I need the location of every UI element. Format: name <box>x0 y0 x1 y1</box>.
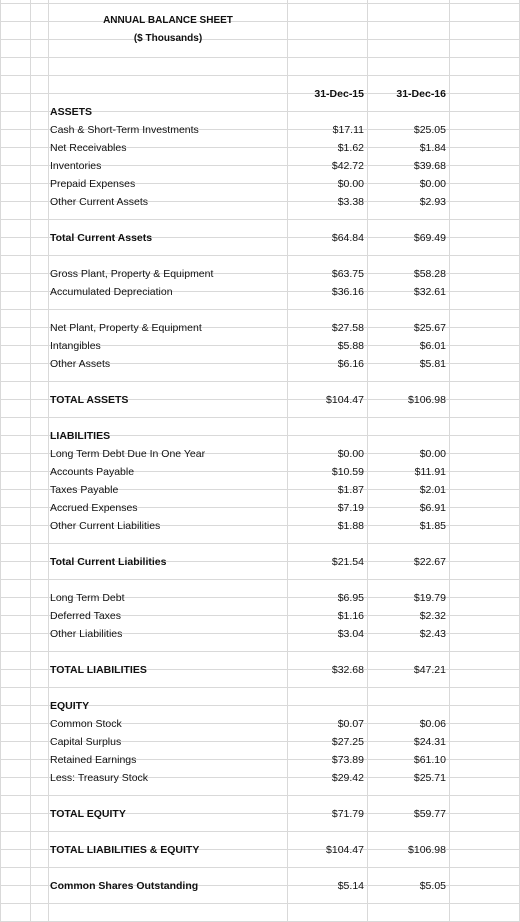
grid-row-line <box>0 795 520 796</box>
grid-column-line <box>0 0 1 922</box>
value-2015: $104.47 <box>326 844 364 856</box>
value-2015: $1.16 <box>337 610 364 622</box>
value-2016: $106.98 <box>408 394 446 406</box>
grid-row-line <box>0 831 520 832</box>
row-label: TOTAL EQUITY <box>50 808 126 820</box>
value-2016 <box>367 697 449 715</box>
row-label: LIABILITIES <box>50 430 111 442</box>
row-label: Capital Surplus <box>50 736 122 748</box>
row-label: Accounts Payable <box>50 466 135 478</box>
value-2016: $6.01 <box>419 340 446 352</box>
value-2015: $29.42 <box>331 772 364 784</box>
row-label: Prepaid Expenses <box>50 178 136 190</box>
value-2016: $58.28 <box>413 268 446 280</box>
grid-row-line <box>0 57 520 58</box>
value-2015: $6.16 <box>337 358 364 370</box>
value-2016: $32.61 <box>413 286 446 298</box>
value-2015: $5.88 <box>337 340 364 352</box>
grid-row-line <box>0 255 520 256</box>
row-label: Other Current Liabilities <box>50 520 161 532</box>
row-label: Common Stock <box>50 718 122 730</box>
column-header-2015: 31-Dec-15 <box>314 88 364 100</box>
grid-row-line <box>0 867 520 868</box>
value-2016: $2.93 <box>419 196 446 208</box>
row-label: Cash & Short-Term Investments <box>50 124 199 136</box>
value-2016: $47.21 <box>413 664 446 676</box>
value-2015 <box>287 427 367 445</box>
row-label: ASSETS <box>50 106 93 118</box>
row-label: Total Current Liabilities <box>50 556 167 568</box>
grid-column-line <box>30 0 31 922</box>
value-2015: $0.07 <box>337 718 364 730</box>
value-2016: $61.10 <box>413 754 446 766</box>
value-2015: $27.58 <box>331 322 364 334</box>
value-2016: $24.31 <box>413 736 446 748</box>
row-label: TOTAL LIABILITIES <box>50 664 147 676</box>
row-label: Other Assets <box>50 358 111 370</box>
grid-row-line <box>0 309 520 310</box>
value-2016: $6.91 <box>419 502 446 514</box>
column-header-2016: 31-Dec-16 <box>396 88 446 100</box>
value-2016: $5.81 <box>419 358 446 370</box>
row-label: TOTAL ASSETS <box>50 394 129 406</box>
value-2015 <box>287 103 367 121</box>
value-2015: $64.84 <box>331 232 364 244</box>
value-2015: $3.38 <box>337 196 364 208</box>
value-2015: $1.88 <box>337 520 364 532</box>
row-label: Accrued Expenses <box>50 502 138 514</box>
row-label: Retained Earnings <box>50 754 137 766</box>
row-label: Less: Treasury Stock <box>50 772 149 784</box>
row-label: Long Term Debt Due In One Year <box>50 448 206 460</box>
value-2015: $0.00 <box>337 448 364 460</box>
value-2015: $27.25 <box>331 736 364 748</box>
row-label: Other Liabilities <box>50 628 123 640</box>
grid-row-line <box>0 687 520 688</box>
value-2016: $5.05 <box>419 880 446 892</box>
row-label: TOTAL LIABILITIES & EQUITY <box>50 844 200 856</box>
sheet-title: ANNUAL BALANCE SHEET <box>103 15 233 26</box>
value-2016: $0.00 <box>419 178 446 190</box>
value-2016 <box>367 427 449 445</box>
row-label: Net Receivables <box>50 142 127 154</box>
value-2016: $25.67 <box>413 322 446 334</box>
row-label: Inventories <box>50 160 102 172</box>
value-2015: $36.16 <box>331 286 364 298</box>
value-2015: $1.87 <box>337 484 364 496</box>
value-2016: $1.84 <box>419 142 446 154</box>
value-2016: $2.01 <box>419 484 446 496</box>
value-2015: $32.68 <box>331 664 364 676</box>
grid-row-line <box>0 651 520 652</box>
grid-row-line <box>0 3 520 4</box>
value-2015: $42.72 <box>331 160 364 172</box>
value-2015: $7.19 <box>337 502 364 514</box>
value-2016: $2.43 <box>419 628 446 640</box>
value-2016: $11.91 <box>414 466 446 478</box>
value-2015: $5.14 <box>337 880 364 892</box>
grid-row-line <box>0 417 520 418</box>
value-2015: $21.54 <box>331 556 364 568</box>
value-2016: $25.05 <box>413 124 446 136</box>
value-2016: $1.85 <box>419 520 446 532</box>
value-2016: $39.68 <box>413 160 446 172</box>
row-label: Deferred Taxes <box>50 610 122 622</box>
row-label: Long Term Debt <box>50 592 125 604</box>
grid-row-line <box>0 75 520 76</box>
value-2016 <box>367 103 449 121</box>
value-2015: $1.62 <box>337 142 364 154</box>
grid-row-line <box>0 543 520 544</box>
grid-row-line <box>0 219 520 220</box>
value-2016: $19.79 <box>413 592 446 604</box>
value-2016: $106.98 <box>408 844 446 856</box>
grid-row-line <box>0 381 520 382</box>
row-label: Taxes Payable <box>50 484 119 496</box>
value-2015: $73.89 <box>331 754 364 766</box>
row-label: Gross Plant, Property & Equipment <box>50 268 214 280</box>
value-2016: $22.67 <box>413 556 446 568</box>
row-label: Total Current Assets <box>50 232 153 244</box>
value-2016: $25.71 <box>413 772 446 784</box>
row-label: Other Current Assets <box>50 196 149 208</box>
value-2015: $71.79 <box>331 808 364 820</box>
value-2016: $2.32 <box>419 610 446 622</box>
value-2015 <box>287 697 367 715</box>
row-label: EQUITY <box>50 700 90 712</box>
row-label: Intangibles <box>50 340 101 352</box>
row-label: Accumulated Depreciation <box>50 286 173 298</box>
grid-row-line <box>0 903 520 904</box>
value-2016: $59.77 <box>413 808 446 820</box>
value-2015: $17.11 <box>332 124 364 136</box>
grid-row-line <box>0 579 520 580</box>
sheet-subtitle: ($ Thousands) <box>133 33 203 44</box>
value-2015: $0.00 <box>337 178 364 190</box>
value-2015: $104.47 <box>326 394 364 406</box>
value-2015: $6.95 <box>337 592 364 604</box>
value-2016: $0.00 <box>419 448 446 460</box>
value-2016: $69.49 <box>413 232 446 244</box>
value-2015: $3.04 <box>337 628 364 640</box>
value-2015: $10.59 <box>331 466 364 478</box>
grid-column-line <box>449 0 450 922</box>
row-label: Common Shares Outstanding <box>50 880 199 892</box>
value-2015: $63.75 <box>331 268 364 280</box>
value-2016: $0.06 <box>419 718 446 730</box>
row-label: Net Plant, Property & Equipment <box>50 322 202 334</box>
